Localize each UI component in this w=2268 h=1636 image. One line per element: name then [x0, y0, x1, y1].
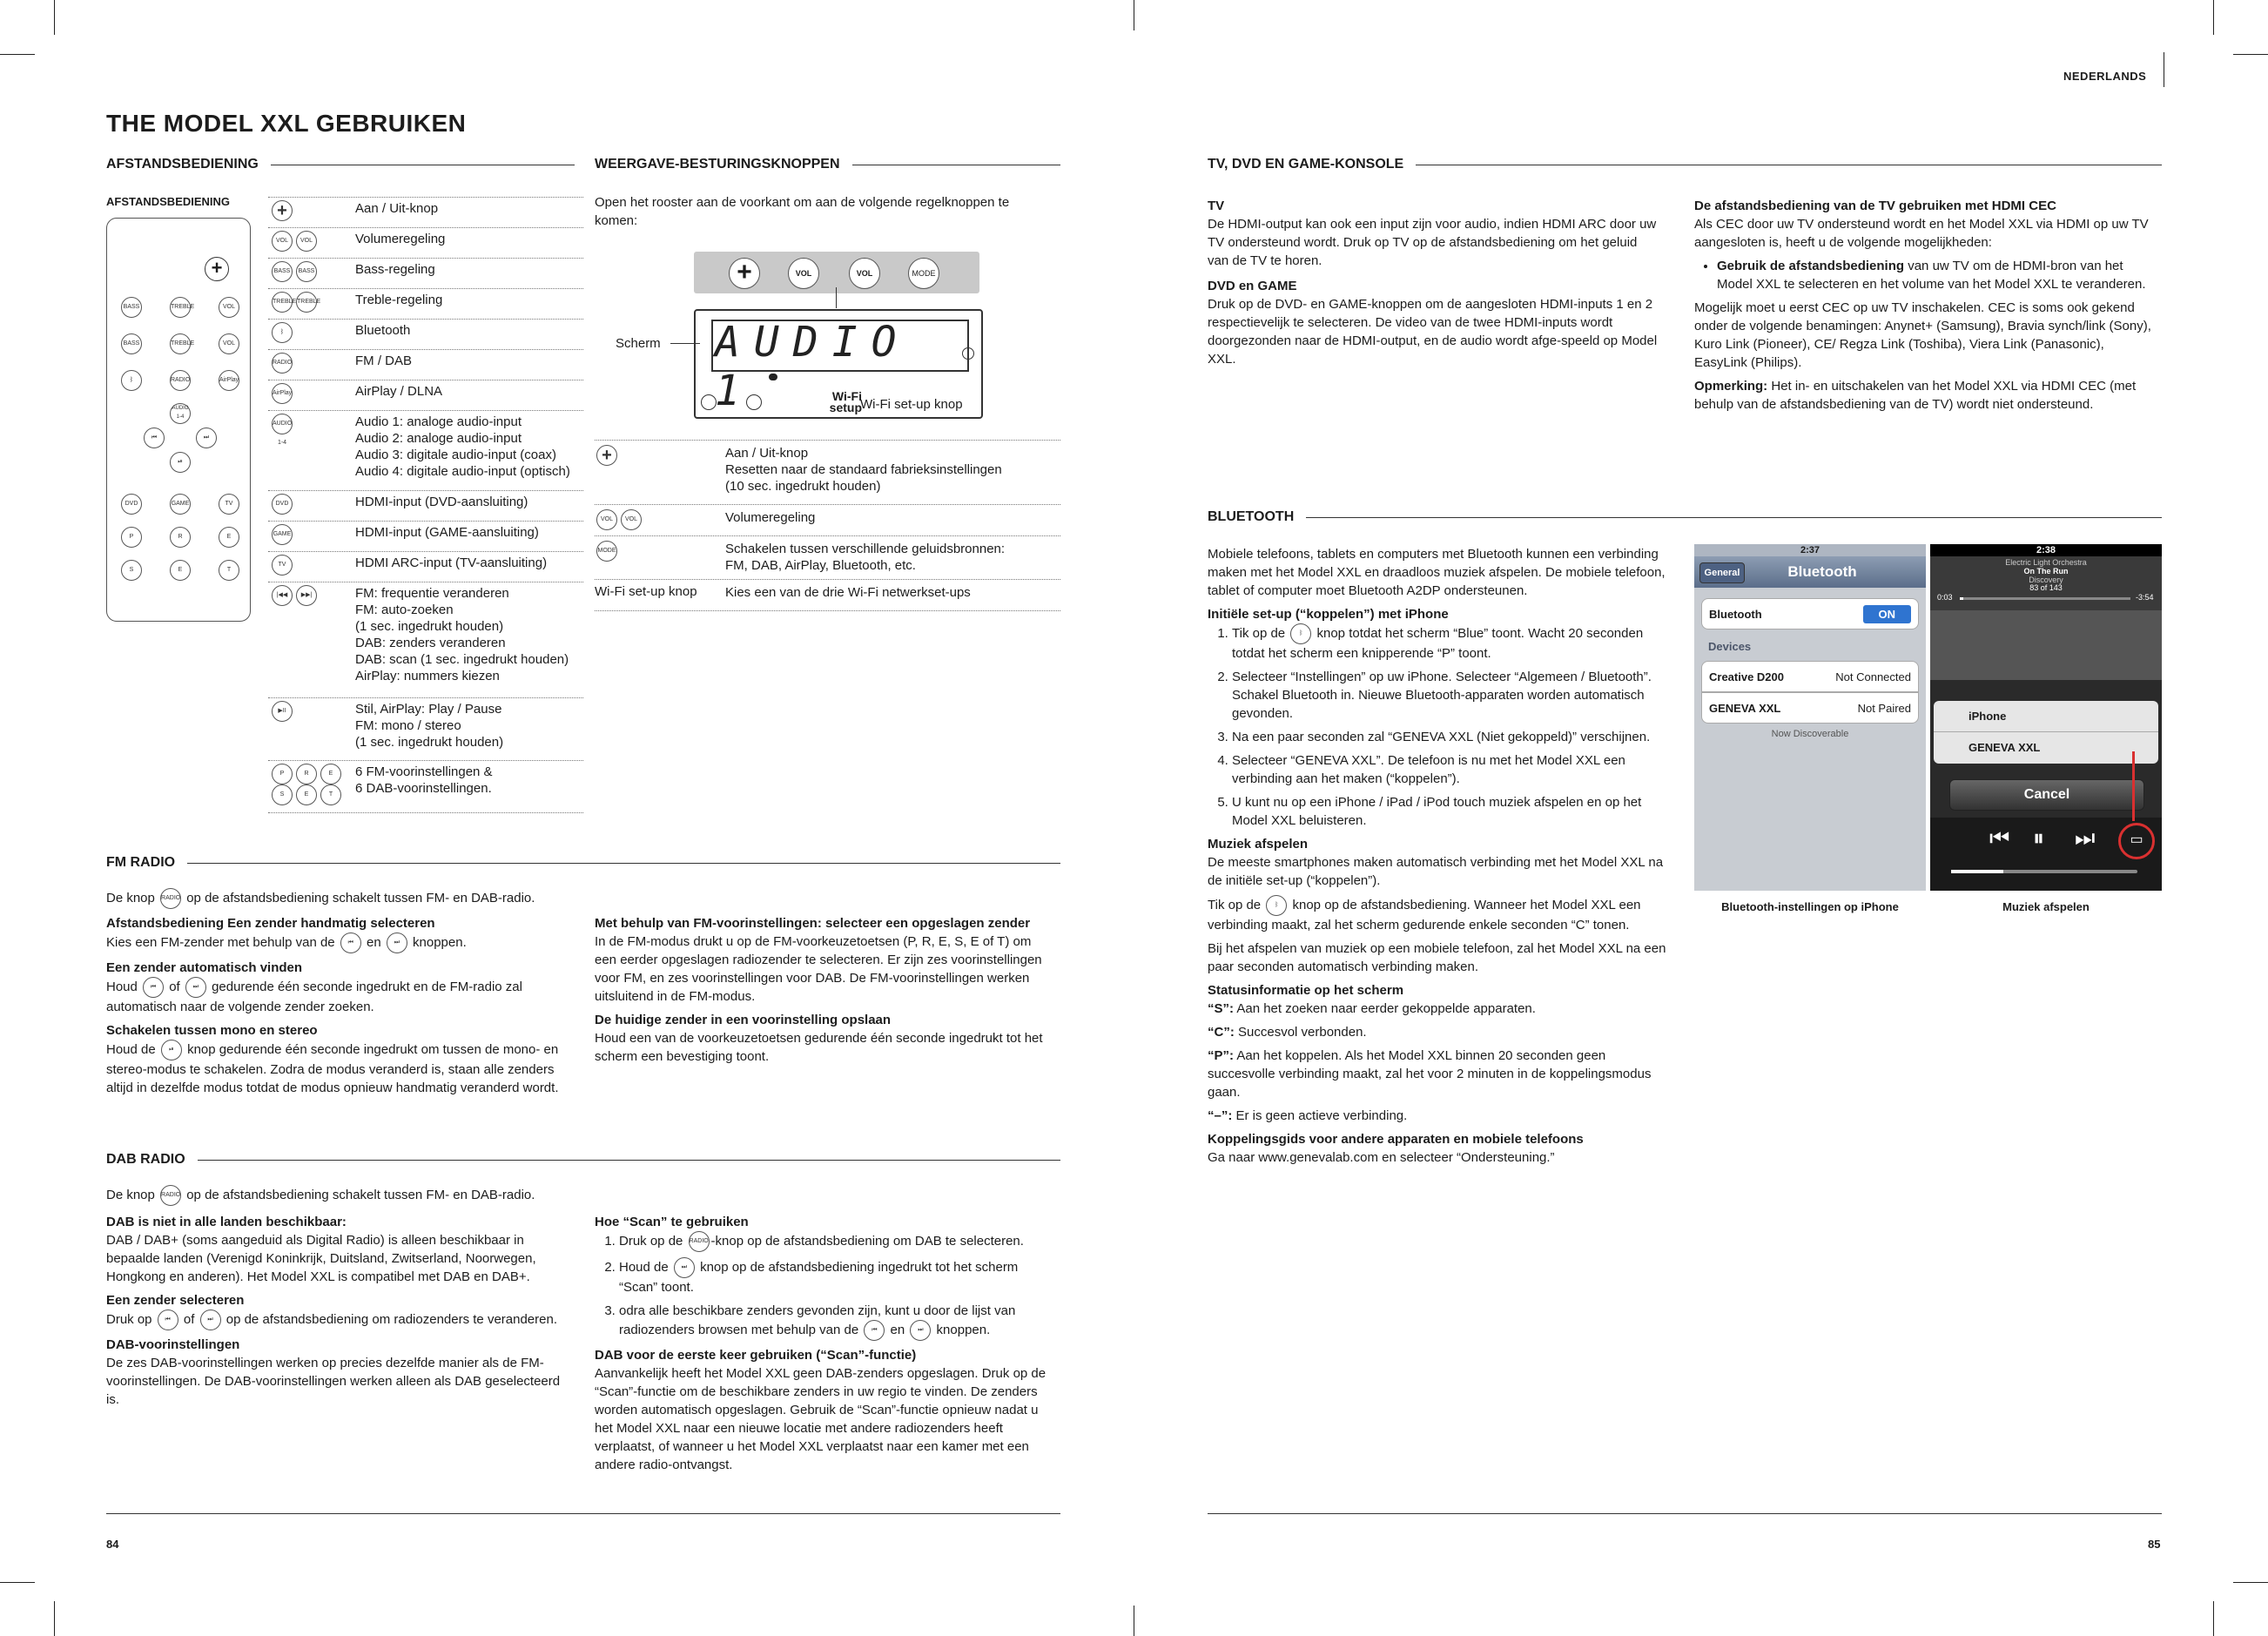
fm-heading-mono: Schakelen tussen mono en stereo	[106, 1023, 318, 1038]
function-description: HDMI ARC-input (TV-aansluiting)	[355, 555, 548, 570]
cancel-button[interactable]: Cancel	[1949, 779, 2144, 811]
function-icon: VOL	[296, 231, 317, 252]
bt-setup-heading: Initiële set-up (“koppelen”) met iPhone	[1208, 607, 1449, 622]
front-panel-buttons	[694, 252, 979, 293]
display-readout: AUDIO 1	[715, 318, 911, 415]
remote-button-grid	[119, 297, 241, 581]
function-icon-group	[270, 231, 319, 252]
bluetooth-toggle-row[interactable]: Bluetooth ON	[1701, 598, 1919, 629]
crop-mark	[2213, 0, 2214, 35]
function-description: Audio 1: analoge audio-input Audio 2: analoge audio-input Audio 3: digitale audio-input (coax) Audio 4: digitale audio-input (optisch)	[355, 414, 570, 479]
bluetooth-switch[interactable]: ON	[1863, 605, 1912, 623]
airplay-icon[interactable]: ▭	[2118, 823, 2155, 859]
section-bluetooth-header: BLUETOOTH	[1208, 509, 2162, 525]
language-label: NEDERLANDS	[2063, 70, 2147, 83]
function-icon-group	[270, 353, 294, 374]
bass-down-button: BASS	[121, 333, 142, 354]
dab-heading-select: Een zender selecteren	[106, 1293, 245, 1308]
next-icon: ⏭	[674, 1257, 695, 1278]
remote-function-row	[268, 521, 583, 551]
dab-presets-text: De zes DAB-voorinstellingen werken op precies dezelfde manier als de FM-voorinstellingen. De DAB-voorinstellingen werken alleen als DAB geselecteerd is.	[106, 1356, 561, 1407]
remaining-time: -3:54	[2136, 593, 2154, 602]
function-description: HDMI-input (GAME-aansluiting)	[355, 525, 539, 540]
fm-left-column: Afstandsbediening Een zender handmatig selecteren Kies een FM-zender met behulp van de ⏮ en ⏭ knoppen. Een zender automatisch vinden Houd ⏮ of ⏭ gedurende één seconde ingedrukt en de FM-radio zal automatisch naar de volgende zender zoeken. Schakelen tussen mono en stereo Houd de ⏯ knop gedurende één seconde ingedrukt om tussen de mono- en stereo-modus te schakelen. Zodra de modus veranderd is, staan alle zenders altijd in dezelfde modus totdat de modus opnieuw handmatig veranderd wordt.	[106, 914, 576, 1102]
function-icon: T	[320, 784, 341, 805]
display-control-text: Aan / Uit-knop Resetten naar de standaard fabrieksinstellingen (10 sec. ingedrukt houden)	[725, 446, 1002, 494]
bt-guide-text: Ga naar www.genevalab.com en selecteer “Ondersteuning.”	[1208, 1150, 1555, 1165]
dab-availability-text: DAB / DAB+ (soms aangeduid als Digital Radio) is alleen beschikbaar in bepaalde landen (Verenigd Koninkrijk, Duitsland, Zwitserland, Noorwegen, Hongkong en anderen). Het Model XXL is compatibel met DAB en DAB+.	[106, 1233, 536, 1284]
function-description: Bass-regeling	[355, 262, 435, 277]
next-icon: ⏭	[196, 428, 217, 448]
next-icon[interactable]: ⏭	[2075, 825, 2096, 851]
preset-r-button: R	[170, 527, 191, 548]
prev-icon: ⏮	[158, 1309, 178, 1330]
prev-icon[interactable]: ⏮	[1989, 825, 2010, 851]
fm-heading-presets: Met behulp van FM-voorinstellingen: selecteer een opgeslagen zender	[595, 916, 1031, 931]
discoverable-text: Now Discoverable	[1771, 729, 1849, 739]
dab-heading-first-use: DAB voor de eerste keer gebruiken (“Scan”-functie)	[595, 1348, 917, 1363]
function-icon: |◀◀	[272, 585, 293, 606]
progress-track	[1960, 597, 2130, 600]
footer-rule	[106, 1513, 1060, 1514]
track-count: 83 of 143	[2029, 583, 2063, 592]
tv-left-column	[1208, 197, 1660, 374]
page-title: THE MODEL XXL GEBRUIKEN	[106, 110, 467, 137]
radio-icon: RADIO	[160, 1185, 181, 1206]
caption-bluetooth: Bluetooth-instellingen op iPhone	[1721, 900, 1899, 913]
dvd-button: DVD	[121, 494, 142, 515]
next-icon: ⏭	[910, 1320, 931, 1341]
function-icon: RADIO	[272, 353, 293, 374]
function-icon-group	[270, 764, 348, 805]
bluetooth-intro: Mobiele telefoons, tablets en computers met Bluetooth kunnen een verbinding maken met het Model XXL en draadloos muziek afspelen. De mobiele telefoon, tablet of computer moet Bluetooth A2DP ondersteunen.	[1208, 547, 1666, 598]
remote-sublabel: AFSTANDSBEDIENING	[106, 195, 231, 208]
dab-heading-scan: Hoe “Scan” te gebruiken	[595, 1215, 749, 1229]
next-icon: ⏭	[387, 932, 407, 953]
remote-function-row	[268, 380, 583, 410]
fm-heading-auto: Een zender automatisch vinden	[106, 960, 303, 975]
function-icon: BASS	[272, 261, 293, 282]
preset-p-button: P	[121, 527, 142, 548]
caption-music: Muziek afspelen	[2002, 900, 2090, 913]
display-intro: Open het rooster aan de voorkant om aan de volgende regelknoppen te komen:	[595, 195, 1010, 228]
tv-text: De HDMI-output kan ook een input zijn voor audio, indien HDMI ARC door uw TV ondersteund wordt. Druk op TV op de afstandsbediening om het geluid van de TV te horen.	[1208, 217, 1657, 268]
bt-play-text-3: Bij het afspelen van muziek op een mobiele telefoon, zal het Model XXL na een paar seconden automatisch verbinding maken.	[1208, 941, 1666, 974]
remote-control-illustration	[106, 218, 251, 622]
game-button: GAME	[170, 494, 191, 515]
dab-heading-availability: DAB is niet in alle landen beschikbaar:	[106, 1215, 347, 1229]
red-arrow	[2132, 751, 2135, 821]
function-icon: ▶▶|	[296, 585, 317, 606]
tv-right-column: De afstandsbediening van de TV gebruiken met HDMI CEC Als CEC door uw TV ondersteund wordt en het Model XXL via HDMI op uw TV aangesloten is, heeft u de volgende mogelijkheden: • Gebruik de afstandsbediening van uw TV om de HDMI-bron van het Model XXL te selecteren en het volume van het Model XXL te veranderen. Mogelijk moet u eerst CEC op uw TV inschakelen. CEC is soms ook gekend onder de volgende benamingen: Anynet+ (Samsung), Bravia synch/link (Sony), Kuro Link (Pioneer), CE/ Regza Link (Toshiba), Viera Link (Panasonic), EasyLink (Philips). Opmerking: Het in- en uitschakelen van het Model XXL via HDMI CEC (met behulp van de afstandsbediening van de TV) wordt niet ondersteund.	[1694, 197, 2160, 419]
vol-down-button: VOL	[219, 333, 239, 354]
fm-heading-save: De huidige zender in een voorinstelling opslaan	[595, 1013, 892, 1027]
remote-function-row	[268, 410, 583, 490]
radio-button: RADIO	[170, 370, 191, 391]
airplay-option-geneva[interactable]: GENEVA XXL	[1969, 741, 2041, 754]
prev-icon: ⏮	[864, 1320, 885, 1341]
treble-up-button: TREBLE	[170, 297, 191, 318]
radio-icon: RADIO	[689, 1231, 710, 1252]
bluetooth-column: Mobiele telefoons, tablets en computers met Bluetooth kunnen een verbinding maken met het Model XXL en draadloos muziek afspelen. De mobiele telefoon, tablet of computer moet Bluetooth A2DP ondersteunen. Initiële set-up (“koppelen”) met iPhone 1. Tik op de ᛒ knop totdat het scherm “Blue” toont. Wacht 20 seconden totdat het scherm een knipperende “P” toont. 2. Selecteer “Instellingen” op uw iPhone. Selecteer “Algemeen / Bluetooth”. Schakel Bluetooth in. Nieuwe Bluetooth-apparaten worden automatisch gevonden. 3. Na een paar seconden zal “GENEVA XXL (Niet gekoppeld)” verschijnen. 4. Selecteer “GENEVA XXL”. De telefoon is nu met het Model XXL een verbinding aan het maken (“koppelen”). 5. U kunt nu op een iPhone / iPad / iPod touch muziek afspelen en op het Model XXL beluisteren. Muziek afspelen De meeste smartphones maken automatisch verbinding met het Model XXL na de initiële set-up (“koppelen”). Tik op de ᛒ knop op de afstandsbediening. Wanneer het Model XXL een verbinding maakt, zal het scherm gedurende enkele seconden “C” tonen. Bij het afspelen van muziek op een mobiele telefoon, zal het Model XXL na een paar seconden automatisch verbinding maken. Statusinformatie op het scherm “S”: Aan het zoeken naar eerder gekoppelde apparaten. “C”: Succesvol verbonden. “P”: Aan het koppelen. Als het Model XXL binnen 20 seconden geen succesvolle verbinding maakt, zal het voor 2 minuten in de koppelingsmodus gaan. “–”: Er is geen actieve verbinding. Koppelingsgids voor andere apparaten en mobiele telefoons Ga naar www.genevalab.com en selecteer “Ondersteuning.”	[1208, 545, 1674, 1172]
bt-step-4: 4. Selecteer “GENEVA XXL”. De telefoon is nu met het Model XXL een verbinding aan het maken (“koppelen”).	[1232, 751, 1674, 788]
next-icon: ⏭	[200, 1309, 221, 1330]
crop-mark	[2233, 54, 2268, 55]
mode-icon: MODE	[908, 258, 939, 289]
function-icon-group	[270, 701, 294, 722]
power-icon: +	[205, 257, 229, 281]
iphone-bluetooth-screenshot	[1694, 544, 1926, 891]
table-end-rule	[268, 812, 583, 813]
remote-function-row	[268, 258, 583, 288]
section-display-header: WEERGAVE-BESTURINGSKNOPPEN	[595, 157, 1060, 172]
wifi-caption: Wi-Fi set-up knop	[860, 397, 963, 412]
crop-mark	[0, 54, 35, 55]
function-icon: TV	[272, 555, 293, 576]
function-icon: R	[296, 764, 317, 784]
bt-step-5: 5. U kunt nu op een iPhone / iPad / iPod touch muziek afspelen en op het Model XXL beluisteren.	[1232, 793, 1674, 830]
section-tv-header: TV, DVD EN GAME-KONSOLE	[1208, 157, 2162, 172]
volume-slider[interactable]	[1951, 870, 2137, 873]
display-control-icon: Wi-Fi set-up knop	[595, 584, 697, 599]
function-description: HDMI-input (DVD-aansluiting)	[355, 495, 528, 509]
function-icon-group	[270, 524, 294, 545]
bt-step-3: 3. Na een paar seconden zal “GENEVA XXL (Niet gekoppeld)” verschijnen.	[1232, 728, 1674, 746]
preset-e-button: E	[219, 527, 239, 548]
function-icon: VOL	[272, 231, 293, 252]
function-description: Volumeregeling	[355, 232, 446, 246]
iphone-music-screenshot	[1930, 544, 2162, 891]
crop-mark	[2233, 1582, 2268, 1583]
function-description: Treble-regeling	[355, 293, 443, 307]
bt-play-heading: Muziek afspelen	[1208, 837, 1309, 852]
function-icon: S	[272, 784, 293, 805]
function-icon: DVD	[272, 494, 293, 515]
crop-mark	[2213, 1601, 2214, 1636]
pause-icon[interactable]: ⏸	[2033, 825, 2045, 851]
function-icon: AUDIO 1-4	[272, 414, 293, 434]
device-row[interactable]: GENEVA XXL Not Paired	[1701, 692, 1919, 724]
table-end-rule	[595, 610, 1060, 611]
status-bar: 2:38	[1930, 544, 2162, 556]
dab-first-use-text: Aanvankelijk heeft het Model XXL geen DAB-zenders opgeslagen. Druk op de “Scan”-functie om de beschikbare zenders in uw regio te vinden. De zenders worden automatisch opgeslagen. Gebruik de “Scan”-functie opnieuw nadat u het Model XXL naar een nieuwe locatie met andere radiozenders heeft verplaatst, of wanneer u het Model XXL verplaatst naar een kamer met een andere radio-ontvangst.	[595, 1366, 1047, 1472]
function-icon: BASS	[296, 261, 317, 282]
bt-guide-heading: Koppelingsgids voor andere apparaten en mobiele telefoons	[1208, 1132, 1584, 1147]
dvd-game-heading: DVD en GAME	[1208, 279, 1297, 293]
now-playing-info: Electric Light Orchestra On The Run Discovery	[2005, 558, 2087, 584]
page-number-right: 85	[2148, 1538, 2161, 1551]
function-icon: +	[272, 200, 293, 221]
dab-left-column: DAB is niet in alle landen beschikbaar: DAB / DAB+ (soms aangeduid als Digital Radio) is alleen beschikbaar in bepaalde landen (Verenigd Koninkrijk, Duitsland, Zwitserland, Noorwegen, Hongkong en anderen). Het Model XXL is compatibel met DAB en DAB+. Een zender selecteren Druk op ⏮ of ⏭ op de afstandsbediening om radiozenders te veranderen. DAB-voorinstellingen De zes DAB-voorinstellingen werken op precies dezelfde manier als de FM-voorinstellingen. De DAB-voorinstellingen werken alleen als DAB geselecteerd is.	[106, 1213, 576, 1414]
remote-function-row	[268, 288, 583, 319]
dvd-game-text: Druk op de DVD- en GAME-knoppen om de aangesloten HDMI-inputs 1 en 2 respectievelijk te selecteren. De video van de twee HDMI-inputs wordt doorgezonden naar de HDMI-output, en de audio wordt afge-speeld op Model XXL.	[1208, 297, 1658, 367]
fm-right-column	[595, 914, 1056, 1071]
dab-intro: De knop RADIO op de afstandsbediening schakelt tussen FM- en DAB-radio.	[106, 1185, 594, 1206]
wifi-setup-label: Wi-Fi setup	[829, 389, 862, 414]
function-icon-group	[270, 322, 294, 343]
function-icon-group	[270, 585, 319, 606]
cec-heading: De afstandsbediening van de TV gebruiken met HDMI CEC	[1694, 199, 2056, 213]
treble-down-button: TREBLE	[170, 333, 191, 354]
bluetooth-icon: ᛒ	[1266, 895, 1287, 916]
dab-right-column: Hoe “Scan” te gebruiken 1. Druk op de RADIO -knop op de afstandsbediening om DAB te selecteren. 2. Houd de ⏭ knop op de afstandsbediening ingedrukt tot het scherm “Scan” toont. 3. odra alle beschikbare zenders gevonden zijn, kunt u door de lijst van radiozenders browsen met behulp van de ⏮ en ⏭ knoppen. DAB voor de eerste keer gebruiken (“Scan”-functie) Aanvankelijk heeft het Model XXL geen DAB-zenders opgeslagen. Druk op de “Scan”-functie om de beschikbare zenders in uw regio te vinden. De zenders worden automatisch opgeslagen. Gebruik de “Scan”-functie opnieuw nadat u het Model XXL naar een nieuwe locatie met andere radiozenders heeft verplaatst, of wanneer u het Model XXL verplaatst naar een kamer met een andere radio-ontvangst.	[595, 1213, 1056, 1479]
remote-function-row	[268, 227, 583, 258]
function-icon: TREBLE	[296, 292, 317, 313]
function-icon-group	[270, 555, 294, 576]
prev-icon: ⏮	[143, 977, 164, 998]
function-description: 6 FM-voorinstellingen & 6 DAB-voorinstellingen.	[355, 764, 493, 796]
function-description: Aan / Uit-knop	[355, 201, 439, 216]
function-icon: E	[296, 784, 317, 805]
page-number-left: 84	[106, 1538, 119, 1551]
radio-icon: RADIO	[160, 888, 181, 909]
display-control-text: Schakelen tussen verschillende geluidsbronnen: FM, DAB, AirPlay, Bluetooth, etc.	[725, 542, 1006, 573]
preset-s-button: S	[121, 560, 142, 581]
remote-function-row	[268, 760, 583, 812]
function-icon: TREBLE	[272, 292, 293, 313]
tv-button: TV	[219, 494, 239, 515]
function-icon-group	[270, 292, 319, 313]
function-description: FM: frequentie veranderen FM: auto-zoeken (1 sec. ingedrukt houden) DAB: zenders veranderen DAB: scan (1 sec. ingedrukt houden) AirPlay: nummers kiezen	[355, 586, 569, 683]
cec-text: Als CEC door uw TV ondersteund wordt en het Model XXL via HDMI op uw TV aangesloten is, heeft u de volgende mogelijkheden:	[1694, 217, 2149, 250]
bluetooth-icon: ᛒ	[1290, 623, 1311, 644]
bt-step-2: 2. Selecteer “Instellingen” op uw iPhone. Selecteer “Algemeen / Bluetooth”. Schakel Bluetooth in. Nieuwe Bluetooth-apparaten worden automatisch gevonden.	[1232, 668, 1674, 723]
bt-status-heading: Statusinformatie op het scherm	[1208, 983, 1404, 998]
back-button[interactable]: General	[1699, 562, 1745, 583]
function-icon: P	[272, 764, 293, 784]
remote-function-row	[268, 490, 583, 521]
function-description: Bluetooth	[355, 323, 411, 338]
crop-mark	[54, 1601, 55, 1636]
vol-down-icon: VOL	[849, 258, 880, 289]
dab-heading-presets: DAB-voorinstellingen	[106, 1337, 240, 1352]
function-icon-group	[270, 414, 294, 446]
airplay-button: AirPlay	[219, 370, 239, 391]
prev-icon: ⏮	[340, 932, 361, 953]
section-remote-header: AFSTANDSBEDIENING	[106, 157, 575, 172]
screen-pointer	[670, 343, 700, 344]
crop-mark	[0, 1582, 35, 1583]
remote-function-row	[268, 319, 583, 349]
function-description: AirPlay / DLNA	[355, 384, 443, 399]
pointer-line	[836, 287, 837, 308]
function-description: FM / DAB	[355, 353, 413, 368]
display-control-text: Kies een van de drie Wi-Fi netwerkset-ups	[725, 585, 971, 600]
airplay-menu	[1934, 701, 2158, 764]
remote-function-row	[268, 349, 583, 380]
prev-icon: ⏮	[144, 428, 165, 448]
display-control-row	[595, 440, 1060, 504]
status-bar: 2:37	[1694, 544, 1926, 556]
display-control-row	[595, 579, 1060, 610]
function-description: Stil, AirPlay: Play / Pause FM: mono / stereo (1 sec. ingedrukt houden)	[355, 702, 504, 750]
cec-brands-text: Mogelijk moet u eerst CEC op uw TV inschakelen. CEC is soms ook gekend onder de volgende benamingen: Anynet+ (Samsung), Bravia synch/link (Sony), Kuro Link (Pioneer), CE/ Regza Link (Toshiba), Viera Link (Panasonic), EasyLink (Philips).	[1694, 300, 2151, 370]
fm-heading-manual: Afstandsbediening Een zender handmatig selecteren	[106, 916, 435, 931]
remote-function-row	[268, 697, 583, 760]
function-icon: AirPlay	[272, 383, 293, 404]
display-control-icon: MODE	[595, 541, 619, 562]
section-fm-header: FM RADIO	[106, 855, 1060, 871]
function-icon: ᛒ	[272, 322, 293, 343]
preset-t-button: T	[219, 560, 239, 581]
crop-mark	[54, 0, 55, 35]
bluetooth-icon: ᛒ	[121, 370, 142, 391]
display-control-icon: VOL VOL	[595, 509, 643, 530]
display-control-row	[595, 535, 1060, 579]
remote-function-row	[268, 197, 583, 227]
function-icon-group	[270, 200, 294, 221]
footer-rule	[1208, 1513, 2162, 1514]
function-icon: ▶II	[272, 701, 293, 722]
function-icon: E	[320, 764, 341, 784]
nav-title: Bluetooth	[1787, 563, 1857, 580]
function-icon-group	[270, 261, 319, 282]
function-icon-group	[270, 383, 294, 404]
function-icon-group	[270, 494, 294, 515]
remote-function-row	[268, 551, 583, 582]
next-icon: ⏭	[185, 977, 206, 998]
preset-e2-button: E	[170, 560, 191, 581]
bt-play-text-1: De meeste smartphones maken automatisch verbinding met het Model XXL na de initiële set-up (“koppelen”).	[1208, 855, 1664, 888]
fm-save-text: Houd een van de voorkeuzetoetsen gedurende één seconde ingedrukt tot het scherm een bevestiging toont.	[595, 1031, 1043, 1064]
tv-heading: TV	[1208, 199, 1225, 213]
play-pause-icon: ⏯	[170, 452, 191, 473]
fm-presets-text: In de FM-modus drukt u op de FM-voorkeuzetoetsen (P, R, E, S, E of T) om een eerder opgeslagen radiozender te selecteren. Er zijn zes voorinstellingen voor FM, en zes voorinstellingen voor DAB. De FM-voorinstellingen werken uitsluitend in de FM-modus.	[595, 934, 1042, 1004]
display-control-row	[595, 504, 1060, 535]
vol-up-icon: VOL	[788, 258, 819, 289]
fm-intro: De knop RADIO op de afstandsbediening schakelt tussen FM- en DAB-radio.	[106, 888, 594, 909]
bass-up-button: BASS	[121, 297, 142, 318]
function-icon: GAME	[272, 524, 293, 545]
elapsed-time: 0:03	[1937, 593, 1953, 602]
display-control-text: Volumeregeling	[725, 510, 816, 525]
display-control-icon: +	[595, 445, 619, 466]
device-row[interactable]: Creative D200 Not Connected	[1701, 661, 1919, 692]
remote-function-row	[268, 582, 583, 697]
section-dab-header: DAB RADIO	[106, 1152, 1060, 1168]
screen-label: Scherm	[616, 336, 661, 351]
power-icon: +	[729, 258, 760, 289]
airplay-option-iphone[interactable]: iPhone	[1934, 701, 2158, 732]
devices-label: Devices	[1708, 640, 1752, 653]
play-pause-icon: ⏯	[161, 1040, 182, 1060]
vol-up-button: VOL	[219, 297, 239, 318]
audio-button: AUDIO 1-4	[170, 403, 191, 424]
